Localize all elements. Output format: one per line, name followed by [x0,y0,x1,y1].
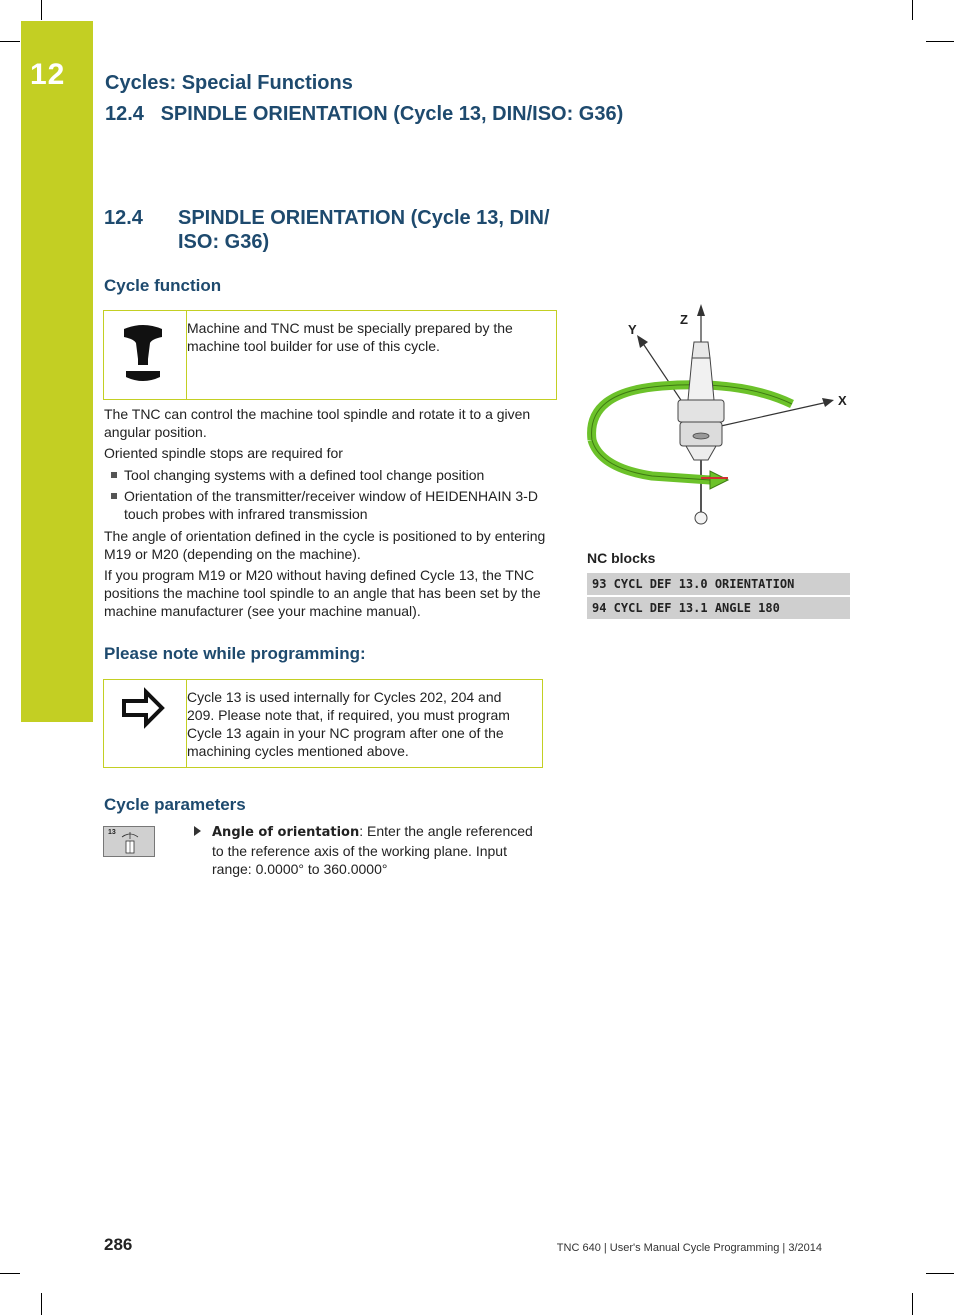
parameter-detail: : Enter the angle referenced to the reference axis of the working plane. Input range: 0.0000° to 360.0000° [212,823,533,877]
machine-note-text: Machine and TNC must be specially prepared by the machine tool builder for use of this cycle. [187,320,513,354]
running-section-title: 12.4 SPINDLE ORIENTATION (Cycle 13, DIN/ISO: G36) [105,103,624,125]
arrow-icon-cell [104,680,186,767]
crop-mark [41,1293,42,1315]
section-number: 12.4 [104,207,143,229]
bullet-square-icon [111,493,117,499]
machine-warning-icon [104,311,186,399]
bullet-square-icon [111,472,117,478]
paragraph: Oriented spindle stops are required for [104,445,343,461]
footer-text: TNC 640 | User's Manual Cycle Programming | 3/2014 [556,1242,822,1254]
nc-blocks-label: NC blocks [587,550,656,566]
crop-mark [0,1273,20,1274]
cycle-function-heading: Cycle function [104,276,222,295]
crop-mark [926,1273,954,1274]
chapter-number: 12 [30,58,66,91]
crop-mark [41,0,42,20]
triangle-bullet-icon [194,826,201,836]
machine-note-box [103,310,557,400]
section-title: SPINDLE ORIENTATION (Cycle 13, DIN/ ISO: G36) [178,207,550,253]
list-item-text: Orientation of the transmitter/receiver window of HEIDENHAIN 3-D touch probes with infrared transmission [124,488,538,522]
arrow-right-icon [104,680,186,767]
page-number: 286 [104,1235,133,1254]
list-item-text: Tool changing systems with a defined tool change position [124,467,485,483]
paragraph: The TNC can control the machine tool spindle and rotate it to a given angular position. [104,406,531,440]
spindle-orientation-icon [104,827,154,856]
nc-block-row: 94 CYCL DEF 13.1 ANGLE 180 [587,597,850,619]
programming-note-text: Cycle 13 is used internally for Cycles 202, 204 and 209. Please note that, if required, you must program Cycle 13 again in your NC program after one of the machining cycles mentioned above. [187,689,510,759]
programming-note-heading: Please note while programming: [104,644,366,663]
machine-icon-cell [104,311,186,399]
paragraph: If you program M19 or M20 without having defined Cycle 13, the TNC positions the machine tool spindle to an angle that has been set by the machine manufacturer (see your machine manual). [104,567,541,619]
axis-x-label: X [838,393,847,408]
crop-mark [0,41,20,42]
parameter-description [212,822,539,878]
crop-mark [912,1293,913,1315]
crop-mark [926,41,954,42]
parameter-name: Angle of orientation [212,825,360,840]
spindle-orientation-diagram [582,300,857,535]
cycle-13-label: 13 [108,829,116,836]
paragraph: The angle of orientation defined in the cycle is positioned to by entering M19 or M20 (depending on the machine). [104,528,546,562]
cycle-parameters-heading: Cycle parameters [104,795,246,814]
chapter-tab [21,21,93,722]
crop-mark [912,0,913,20]
chapter-title: Cycles: Special Functions [105,72,353,94]
axis-y-label: Y [628,322,637,337]
programming-note-box [103,679,543,768]
cycle-13-softkey-icon [103,826,155,857]
axis-z-label: Z [680,312,688,327]
nc-block-row: 93 CYCL DEF 13.0 ORIENTATION [587,573,850,595]
